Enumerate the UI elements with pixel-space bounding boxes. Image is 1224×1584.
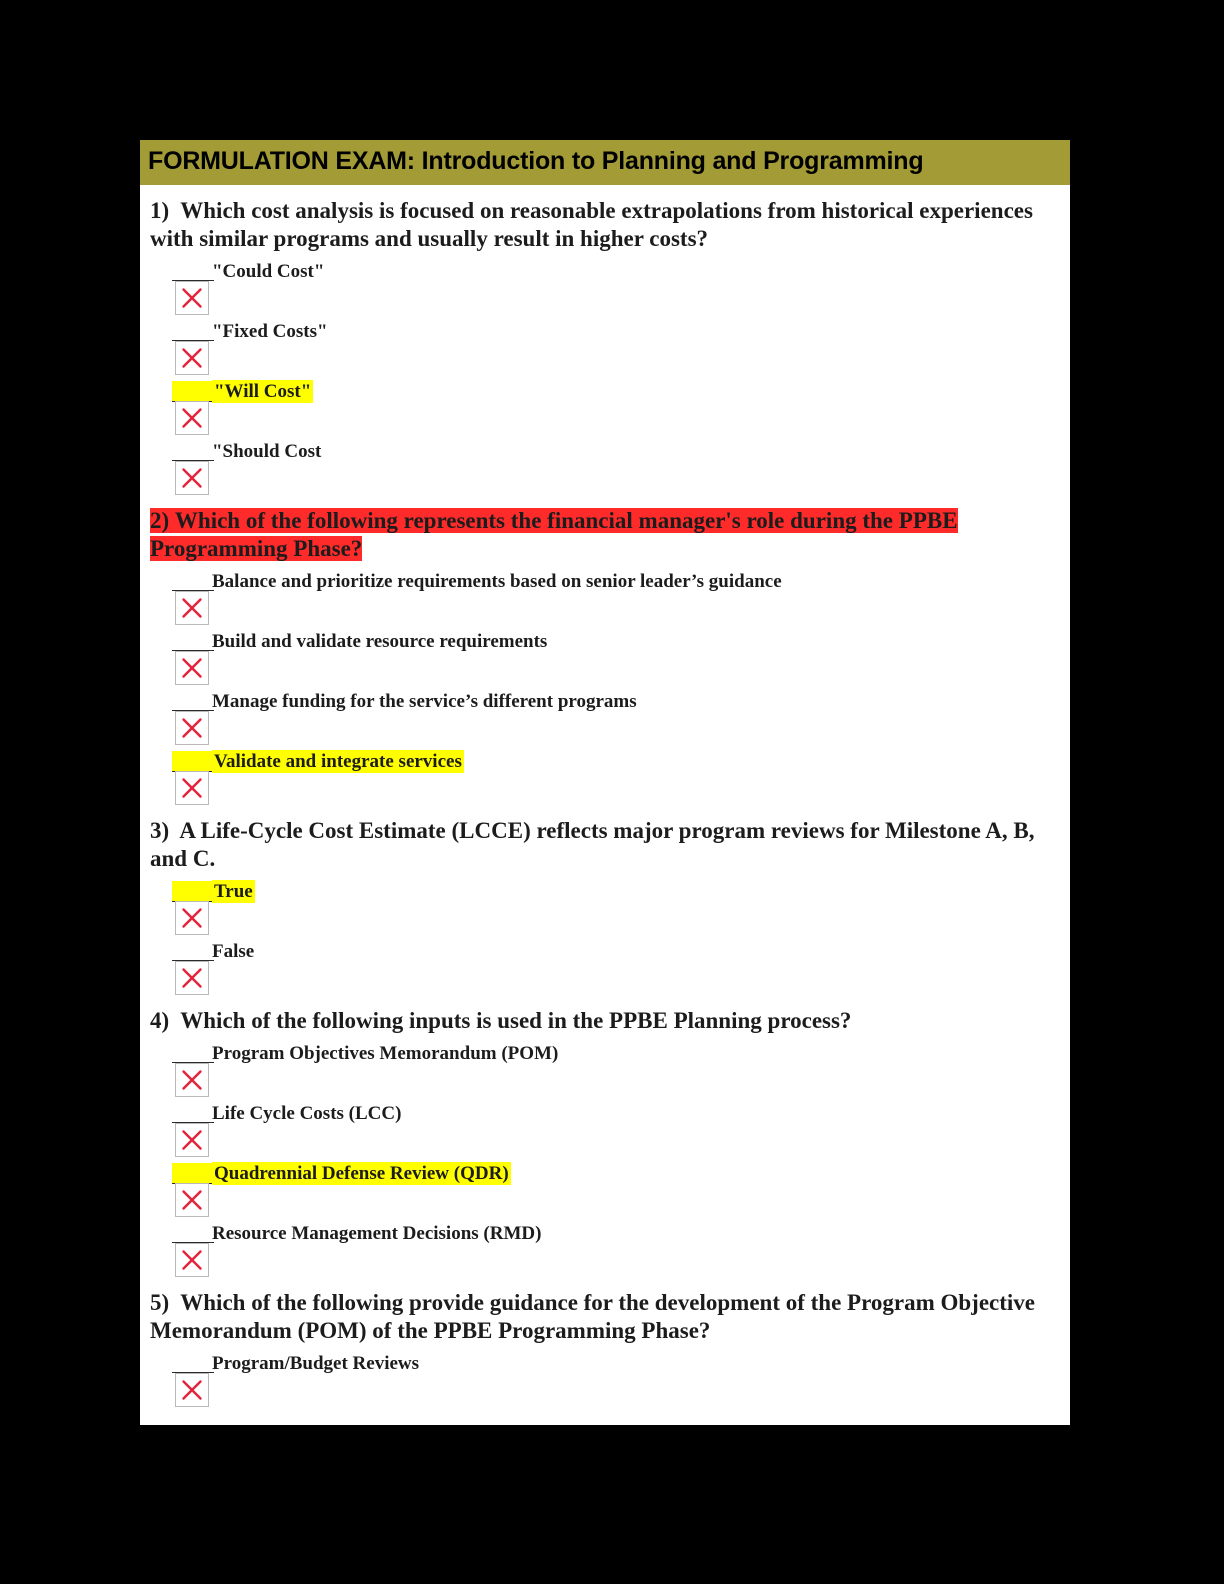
option-row[interactable] <box>150 1217 1060 1277</box>
option-blank-line <box>172 881 214 902</box>
question-body: Which of the following provide guidance for the development of the Program Objective Memorandum (POM) of the PPBE Programming Phase? <box>150 1290 1036 1344</box>
options-list <box>150 875 1060 995</box>
option-row[interactable] <box>150 255 1060 315</box>
question-number: 1) <box>150 197 170 223</box>
option-label: "Could Cost" <box>212 260 325 282</box>
question-text <box>150 507 1060 563</box>
question-block <box>140 1289 1070 1407</box>
option-row[interactable] <box>150 1347 1060 1407</box>
option-row[interactable] <box>150 1097 1060 1157</box>
red-x-icon <box>176 1064 208 1096</box>
option-label: Validate and integrate services <box>214 750 462 772</box>
option-label: True <box>214 881 253 903</box>
red-x-icon <box>176 342 208 374</box>
question-block <box>140 507 1070 805</box>
red-x-icon <box>176 282 208 314</box>
option-label: Resource Management Decisions (RMD) <box>212 1223 542 1245</box>
option-row[interactable] <box>150 315 1060 375</box>
option-label: Program/Budget Reviews <box>212 1353 420 1375</box>
option-row[interactable] <box>150 1037 1060 1097</box>
option-blank-line <box>172 751 214 772</box>
option-row[interactable] <box>150 875 1060 935</box>
question-number: 5) <box>150 1290 170 1316</box>
option-checkbox[interactable] <box>175 771 209 805</box>
option-row[interactable] <box>150 625 1060 685</box>
option-label-wrap <box>212 1043 558 1065</box>
option-label-wrap <box>212 1223 541 1245</box>
option-label-wrap <box>212 441 321 463</box>
option-blank-line <box>172 1163 214 1184</box>
option-checkbox[interactable] <box>175 401 209 435</box>
question-number: 3) <box>150 817 170 843</box>
red-x-icon <box>176 402 208 434</box>
option-checkbox[interactable] <box>175 1183 209 1217</box>
option-label: Quadrennial Defense Review (QDR) <box>214 1163 509 1185</box>
red-x-icon <box>176 902 208 934</box>
option-label: Life Cycle Costs (LCC) <box>212 1103 402 1125</box>
red-x-icon <box>176 1374 208 1406</box>
question-block <box>140 817 1070 995</box>
option-label: False <box>212 941 255 963</box>
red-x-icon <box>176 592 208 624</box>
option-checkbox[interactable] <box>175 1123 209 1157</box>
option-checkbox[interactable] <box>175 1373 209 1407</box>
option-row[interactable] <box>150 685 1060 745</box>
option-label-wrap <box>212 261 324 283</box>
option-label: Balance and prioritize requirements based on senior leader’s guidance <box>212 570 782 592</box>
option-checkbox[interactable] <box>175 651 209 685</box>
red-x-icon <box>176 1124 208 1156</box>
question-body: Which cost analysis is focused on reasonable extrapolations from historical experiences with similar programs and usually result in higher costs? <box>150 197 1033 251</box>
red-x-icon <box>176 652 208 684</box>
options-list <box>150 1037 1060 1277</box>
red-x-icon <box>176 1244 208 1276</box>
question-number: 4) <box>150 1008 170 1034</box>
red-x-icon <box>176 772 208 804</box>
option-checkbox[interactable] <box>175 961 209 995</box>
option-label-wrap <box>212 941 254 963</box>
exam-page <box>140 140 1070 1425</box>
option-row[interactable] <box>150 1157 1060 1217</box>
option-checkbox[interactable] <box>175 461 209 495</box>
question-text <box>150 817 1060 873</box>
option-label-wrap <box>212 321 328 343</box>
option-checkbox[interactable] <box>175 901 209 935</box>
options-list <box>150 565 1060 805</box>
option-label: "Should Cost <box>212 440 322 462</box>
red-x-icon <box>176 462 208 494</box>
question-text <box>150 1007 1060 1035</box>
option-checkbox[interactable] <box>175 1063 209 1097</box>
option-row[interactable] <box>150 565 1060 625</box>
option-checkbox[interactable] <box>175 591 209 625</box>
option-label-wrap <box>212 1353 419 1375</box>
option-label-wrap <box>212 691 637 713</box>
option-checkbox[interactable] <box>175 341 209 375</box>
option-label: Program Objectives Memorandum (POM) <box>212 1043 559 1065</box>
option-row[interactable] <box>150 745 1060 805</box>
question-body: A Life-Cycle Cost Estimate (LCCE) reflects major program reviews for Milestone A, B, and C. <box>150 817 1035 871</box>
question-text <box>150 1289 1060 1345</box>
question-body: Which of the following inputs is used in the PPBE Planning process? <box>180 1008 852 1034</box>
option-label-wrap <box>212 881 255 903</box>
options-list <box>150 255 1060 495</box>
option-label-wrap <box>212 631 547 653</box>
option-checkbox[interactable] <box>175 711 209 745</box>
option-label-wrap <box>212 1163 511 1185</box>
red-x-icon <box>176 962 208 994</box>
question-block <box>140 1007 1070 1277</box>
option-label-wrap <box>212 381 313 403</box>
options-list <box>150 1347 1060 1407</box>
option-label-wrap <box>212 751 464 773</box>
option-checkbox[interactable] <box>175 281 209 315</box>
red-x-icon <box>176 712 208 744</box>
option-blank-line <box>172 381 214 402</box>
option-label-wrap <box>212 1103 401 1125</box>
question-body: Which of the following represents the financial manager's role during the PPBE Programming Phase? <box>150 507 958 561</box>
questions-container <box>140 197 1070 1407</box>
red-x-icon <box>176 1184 208 1216</box>
question-number: 2) <box>150 507 170 533</box>
option-row[interactable] <box>150 435 1060 495</box>
question-text <box>150 197 1060 253</box>
option-row[interactable] <box>150 375 1060 435</box>
option-label: "Will Cost" <box>214 380 312 402</box>
option-label: "Fixed Costs" <box>212 320 328 342</box>
option-label-wrap <box>212 571 782 593</box>
option-row[interactable] <box>150 935 1060 995</box>
question-block <box>140 197 1070 495</box>
exam-title: FORMULATION EXAM: Introduction to Planning and Programming <box>140 140 1070 185</box>
option-label: Build and validate resource requirements <box>212 630 548 652</box>
option-label: Manage funding for the service’s different programs <box>212 690 637 712</box>
option-checkbox[interactable] <box>175 1243 209 1277</box>
